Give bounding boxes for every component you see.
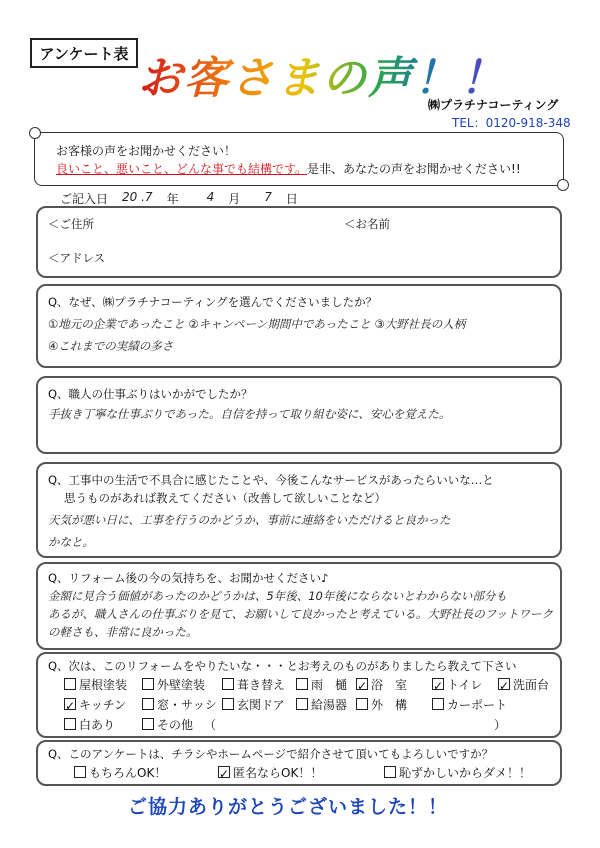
answer-4-line-2: あるが、職人さんの仕事ぶりを見て、お願いして良かったと考えている。大野社長のフットワーク — [48, 607, 553, 621]
option-roof-paint[interactable] — [64, 676, 127, 693]
other-paren-close: ） — [494, 718, 507, 732]
question-2-box — [36, 376, 562, 454]
date-row — [60, 190, 298, 207]
option-kitchen[interactable] — [64, 696, 126, 713]
date-day[interactable]: 7 — [264, 190, 272, 204]
checkbox-icon[interactable] — [356, 698, 368, 710]
date-year-unit: 年 — [166, 192, 179, 206]
answer-1-line-2: ④これまでの実績の多さ — [48, 339, 174, 353]
question-5: Q、次は、このリフォームをやりたいな・・・とお考えのものがありましたら教えて下さい — [48, 659, 517, 673]
option-label: 外 構 — [371, 698, 408, 712]
option-other[interactable] — [142, 716, 193, 733]
answer-1-line-1: ①地元の企業であったこと ②キャンペーン期間中であったこと ③大野社長の人柄 — [48, 317, 466, 331]
request-highlight: 良いこと、悪いこと、どんな事でも結構です。 — [56, 162, 308, 176]
phone-number: TEL：0120-918-348 — [452, 116, 571, 130]
option-label: 窓・サッシ — [157, 698, 217, 712]
option-decline[interactable] — [384, 764, 531, 781]
question-4: Q、リフォーム後の今の気持ちを、お聞かせください♪ — [48, 571, 329, 585]
option-label: 雨 樋 — [311, 678, 348, 692]
address-label: ＜ご住所 — [48, 217, 94, 231]
checkbox-checked-icon[interactable]: ✓ — [219, 767, 230, 781]
option-label: もちろんOK！ — [89, 766, 167, 780]
option-label: 葺き替え — [237, 678, 286, 692]
question-1: Q、なぜ、㈱プラチナコーティングを選んでくださいましたか？ — [48, 295, 378, 309]
page-title: お客さまの声！！ — [138, 42, 506, 106]
option-label: キッチン — [79, 698, 127, 712]
option-label: 白あり — [79, 718, 116, 732]
checkbox-icon[interactable] — [296, 698, 308, 710]
date-month[interactable]: 4 — [206, 190, 215, 204]
answer-2-line-1: 手抜き丁寧な仕事ぶりであった。自信を持って取り組む姿に、安心を覚えた。 — [48, 407, 451, 421]
option-termite[interactable] — [64, 716, 115, 733]
question-3-line-2: 思うものがあれば教えてください（改善して欲しいことなど） — [64, 491, 386, 505]
date-month-unit: 月 — [228, 192, 241, 206]
question-3-box — [36, 462, 562, 558]
option-label: トイレ — [447, 678, 483, 692]
option-label: 外壁塗装 — [157, 678, 206, 692]
other-paren-open: （ — [204, 718, 217, 732]
option-wall-paint[interactable] — [142, 676, 205, 693]
request-line-2 — [56, 160, 521, 177]
question-4-box — [36, 562, 562, 650]
name-label: ＜お名前 — [344, 217, 390, 231]
option-washbasin[interactable] — [498, 676, 549, 693]
thanks-message: ご協力ありがとうございました！！ — [128, 796, 449, 818]
option-label: 給湯器 — [311, 698, 348, 712]
checkbox-icon[interactable] — [222, 698, 234, 710]
answer-3-line-1: 天気が悪い日に、工事を行うのかどうか、事前に連絡をいただけると良かった — [48, 513, 451, 527]
checkbox-icon[interactable] — [384, 766, 396, 778]
date-day-unit: 日 — [285, 192, 298, 206]
option-label: 洗面台 — [513, 678, 550, 692]
email-label: ＜アドレス — [48, 251, 106, 265]
company-name: ㈱プラチナコーティング — [428, 98, 559, 112]
option-label: 玄関ドア — [237, 698, 285, 712]
question-6-box — [36, 740, 562, 786]
question-1-box — [36, 284, 562, 368]
question-5-box — [36, 652, 562, 738]
option-label: その他 — [157, 718, 194, 732]
answer-4-line-1: 金額に見合う価値があったのかどうかは、5年後、10年後にならないとわからない部分も — [48, 589, 507, 603]
option-window[interactable] — [142, 696, 217, 713]
checkbox-checked-icon[interactable]: ✓ — [433, 679, 444, 693]
date-year[interactable]: 20 .7 — [122, 190, 153, 204]
checkbox-icon[interactable] — [64, 718, 76, 730]
checkbox-checked-icon[interactable]: ✓ — [65, 699, 76, 713]
option-door[interactable] — [222, 696, 285, 713]
checkbox-icon[interactable] — [296, 678, 308, 690]
option-label: 恥ずかしいからダメ！！ — [399, 766, 532, 780]
request-banner — [34, 132, 564, 186]
checkbox-checked-icon[interactable]: ✓ — [357, 679, 368, 693]
checkbox-icon[interactable] — [142, 678, 154, 690]
checkbox-icon[interactable] — [64, 678, 76, 690]
date-label: ご記入日 — [60, 192, 109, 206]
option-label: 屋根塗装 — [79, 678, 128, 692]
option-water-heater[interactable] — [296, 696, 347, 713]
option-label: 浴 室 — [371, 678, 408, 692]
checkbox-icon[interactable] — [142, 718, 154, 730]
answer-4-line-3: の軽さも、非常に良かった。 — [48, 625, 198, 639]
option-bathroom[interactable] — [356, 676, 407, 693]
option-anonymous-ok[interactable] — [218, 764, 322, 781]
checkbox-icon[interactable] — [222, 678, 234, 690]
question-2: Q、職人の仕事ぶりはいかがでしたか？ — [48, 387, 253, 401]
request-rest: 是非、あなたの声をお聞かせください!! — [307, 162, 521, 176]
option-carport[interactable] — [432, 696, 507, 713]
option-toilet[interactable] — [432, 676, 482, 693]
option-ok[interactable] — [74, 764, 166, 781]
question-3: Q、工事中の生活で不具合に感じたことや、今後こんなサービスがあったらいいな…と — [48, 473, 494, 487]
option-reroof[interactable] — [222, 676, 285, 693]
option-gutter[interactable] — [296, 676, 347, 693]
answer-3-line-2: かなと。 — [48, 535, 94, 549]
customer-info-box — [36, 206, 562, 278]
checkbox-icon[interactable] — [432, 698, 444, 710]
survey-tag: アンケート表 — [30, 38, 138, 68]
checkbox-icon[interactable] — [142, 698, 154, 710]
checkbox-icon[interactable] — [74, 766, 86, 778]
question-6: Q、このアンケートは、チラシやホームページで紹介させて頂いてもよろしいですか？ — [48, 747, 494, 761]
option-label: カーポート — [447, 698, 508, 712]
checkbox-checked-icon[interactable]: ✓ — [499, 679, 510, 693]
option-exterior[interactable] — [356, 696, 407, 713]
request-line-1: お客様の声をお聞かせください！ — [56, 144, 237, 158]
option-label: 匿名ならOK！！ — [233, 766, 323, 780]
